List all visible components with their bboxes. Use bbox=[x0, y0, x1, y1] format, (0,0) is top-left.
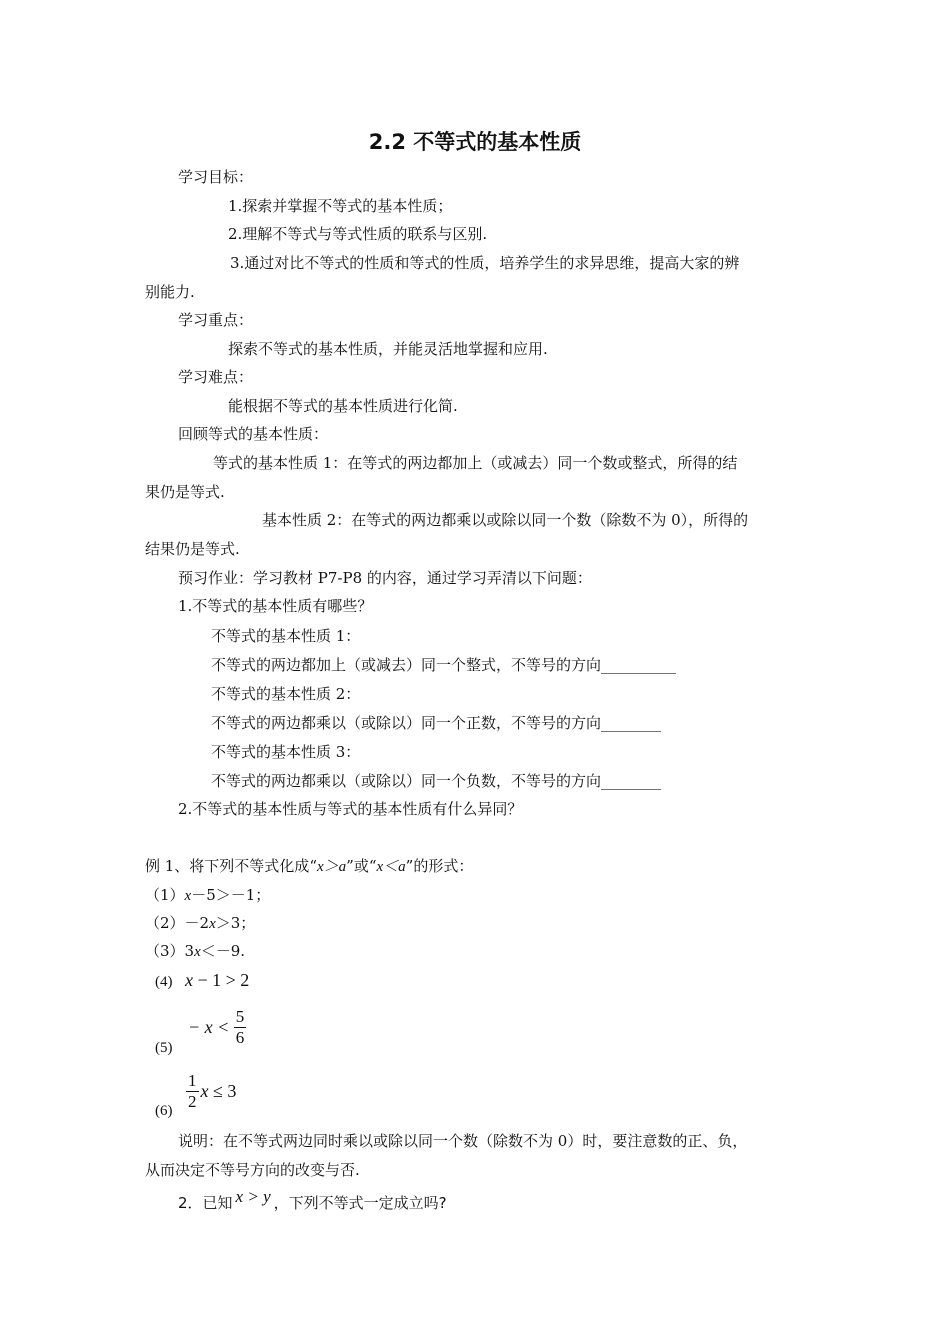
review-property-1-continued: 果仍是等式. bbox=[145, 483, 225, 501]
review-label: 回顾等式的基本性质： bbox=[178, 425, 329, 443]
inequality-property-3-text: 不等式的两边都乘以（或除以）同一个负数，不等号的方向________ bbox=[211, 772, 662, 790]
difficulty-label: 学习难点： bbox=[178, 368, 254, 386]
example-item-5-number: (5) bbox=[155, 1040, 173, 1056]
example-item-6-math: $\frac{1}{2}$ x ≤ 3 bbox=[188, 1071, 237, 1111]
question-1: 1.不等式的基本性质有哪些？ bbox=[178, 597, 373, 615]
example-item-1: （1）x－5＞－1； bbox=[145, 886, 271, 904]
math-x-less-a: x＜a bbox=[376, 859, 406, 875]
key-label: 学习重点： bbox=[178, 311, 254, 329]
math-x-greater-a: x＞a bbox=[316, 859, 347, 875]
example-item-4: (4) x − 1 > 2 bbox=[155, 970, 250, 990]
review-property-2: 基本性质 2：在等式的两边都乘以或除以同一个数（除数不为 0），所得的 bbox=[262, 511, 749, 529]
example-item-2: （2）－2x＞3； bbox=[145, 914, 256, 932]
review-property-1: 等式的基本性质 1：在等式的两边都加上（或减去）同一个数或整式，所得的结 bbox=[213, 454, 738, 472]
key-text: 探索不等式的基本性质，并能灵活地掌握和应用. bbox=[228, 340, 548, 358]
goals-label: 学习目标： bbox=[178, 168, 254, 186]
difficulty-text: 能根据不等式的基本性质进行化简. bbox=[228, 397, 458, 415]
inequality-property-1-text: 不等式的两边都加上（或减去）同一个整式，不等号的方向__________ bbox=[211, 656, 677, 674]
note-text: 说明：在不等式两边同时乘以或除以同一个数（除数不为 0）时，要注意数的正、负， bbox=[178, 1132, 748, 1150]
fraction-one-half: $\frac{1}{2}$ bbox=[188, 1071, 197, 1111]
inequality-property-1-label: 不等式的基本性质 1： bbox=[211, 627, 361, 645]
inequality-property-3-label: 不等式的基本性质 3： bbox=[211, 743, 361, 761]
goal-item: 3.通过对比不等式的性质和等式的性质，培养学生的求异思维，提高大家的辨 bbox=[230, 254, 740, 272]
preview-assignment: 预习作业：学习教材 P7-P8 的内容，通过学习弄清以下问题： bbox=[178, 569, 592, 587]
example-item-5-math: − x < $\frac{5}{6}$ bbox=[188, 1007, 245, 1047]
note-text-continued: 从而决定不等号方向的改变与否. bbox=[145, 1161, 360, 1179]
inequality-property-2-text: 不等式的两边都乘以（或除以）同一个正数，不等号的方向________ bbox=[211, 714, 662, 732]
fraction-five-sixths: $\frac{5}{6}$ bbox=[235, 1007, 245, 1047]
example-2: 2．已知 x > y ，下列不等式一定成立吗? bbox=[178, 1187, 447, 1212]
example-item-6-number: (6) bbox=[155, 1103, 173, 1119]
example-1-intro: 例 1、将下列不等式化成“x＞a”或“x＜a”的形式： bbox=[145, 857, 474, 875]
math-x-greater-y: x > y bbox=[235, 1187, 271, 1206]
goal-item: 2.理解不等式与等式性质的联系与区别. bbox=[228, 225, 488, 243]
review-property-2-continued: 结果仍是等式. bbox=[145, 540, 240, 558]
question-2: 2.不等式的基本性质与等式的基本性质有什么异同？ bbox=[178, 800, 523, 818]
page-title: 2.2 不等式的基本性质 bbox=[368, 130, 582, 154]
goal-item-continued: 别能力. bbox=[145, 283, 195, 301]
inequality-property-2-label: 不等式的基本性质 2： bbox=[211, 685, 361, 703]
goal-item: 1.探索并掌握不等式的基本性质； bbox=[228, 197, 453, 215]
example-item-3: （3）3x＜－9. bbox=[145, 942, 246, 960]
